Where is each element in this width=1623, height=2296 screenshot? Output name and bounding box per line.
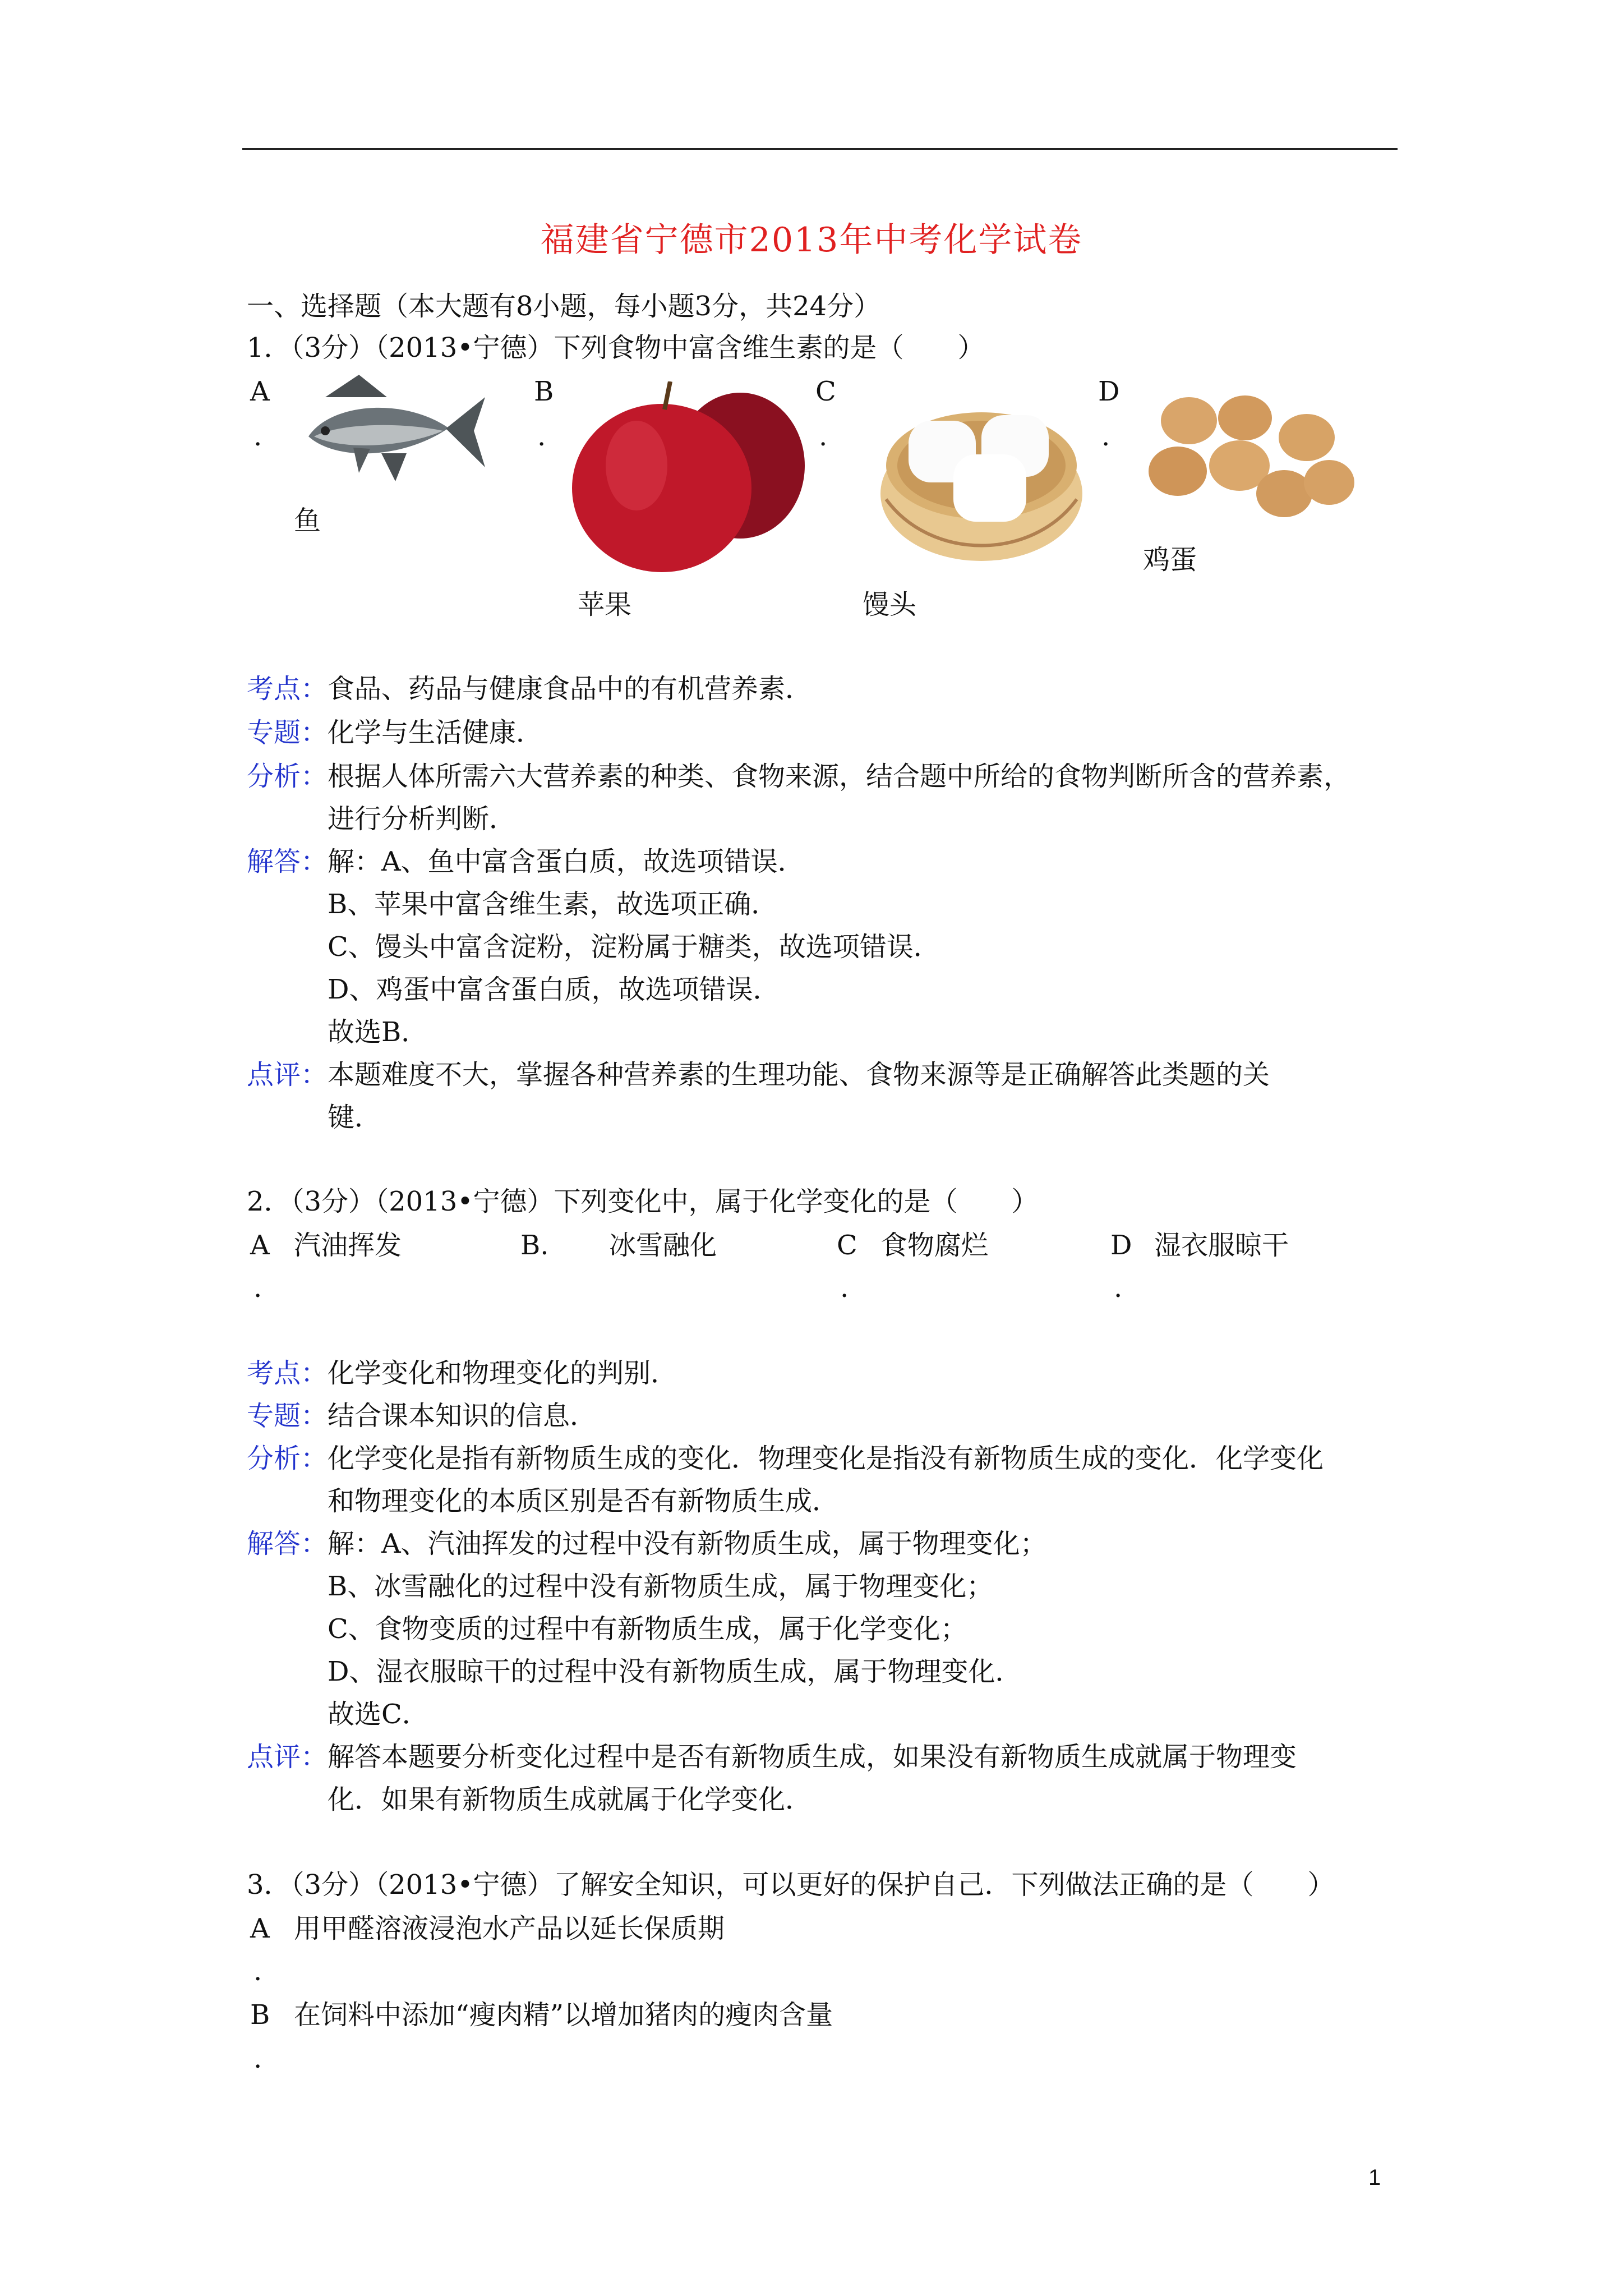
q1-fenxi-label: 分析：: [247, 761, 328, 792]
q3-option-b-letter: B: [250, 1999, 270, 2031]
q2-option-a-text: 汽油挥发: [294, 1230, 402, 1261]
q1-dianping-line1: 本题难度不大，掌握各种营养素的生理功能、食物来源等是正确解答此类题的关: [328, 1059, 1270, 1091]
q1-option-c-letter: C: [815, 376, 836, 407]
q1-fenxi-line2: 进行分析判断．: [328, 803, 517, 835]
q3-option-a-text: 用甲醛溶液浸泡水产品以延长保质期: [294, 1913, 725, 1944]
q2-option-c-letter: C: [837, 1230, 857, 1261]
q2-stem: 2．（3分）（2013•宁德）下列变化中，属于化学变化的是（ ）: [247, 1186, 1039, 1217]
q2-jieda-line: 故选C．: [328, 1699, 429, 1730]
page-number: 1: [1368, 2165, 1381, 2190]
header-rule: [242, 148, 1398, 150]
fish-image: [292, 375, 488, 498]
q2-jieda-label: 解答：: [247, 1528, 328, 1559]
q1-option-b-dot: .: [537, 421, 546, 452]
section-heading: 一、选择题（本大题有8小题，每小题3分，共24分）: [247, 291, 881, 322]
q1-option-a-name: 鱼: [294, 505, 321, 536]
q1-zhuanti-label: 专题：: [247, 717, 328, 748]
q1-option-a-dot: .: [253, 421, 262, 452]
q2-dianping-label: 点评：: [247, 1741, 328, 1773]
q2-zhuanti: 结合课本知识的信息．: [328, 1400, 597, 1432]
q1-jieda-line: 故选B．: [328, 1016, 428, 1048]
q1-option-d-dot: .: [1101, 421, 1110, 452]
q2-option-b-letter: B.: [520, 1230, 549, 1261]
q1-zhuanti: 化学与生活健康．: [328, 717, 543, 748]
q2-kaodian-label: 考点：: [247, 1358, 328, 1389]
q3-option-a-dot: .: [253, 1955, 262, 1987]
q2-jieda-line: C、食物变质的过程中有新物质生成，属于化学变化；: [328, 1613, 967, 1645]
q2-dianping-line2: 化．如果有新物质生成就属于化学变化．: [328, 1784, 813, 1815]
q2-dianping-line1: 解答本题要分析变化过程中是否有新物质生成，如果没有新物质生成就属于物理变: [328, 1741, 1297, 1773]
q3-option-b-text: 在饲料中添加“瘦肉精”以增加猪肉的瘦肉含量: [294, 1999, 833, 2031]
q1-option-a-letter: A: [250, 376, 270, 407]
q2-option-a-dot: .: [253, 1272, 262, 1304]
q2-fenxi-line2: 和物理变化的本质区别是否有新物质生成．: [328, 1485, 840, 1517]
q1-jieda-line: C、馒头中富含淀粉，淀粉属于糖类，故选项错误．: [328, 931, 940, 963]
q2-option-d-text: 湿衣服晾干: [1154, 1230, 1289, 1261]
q1-kaodian-label: 考点：: [247, 673, 328, 705]
q2-option-c-dot: .: [840, 1272, 849, 1304]
q2-zhuanti-label: 专题：: [247, 1400, 328, 1432]
apple-image: [572, 381, 808, 572]
q2-option-b-text: 冰雪融化: [609, 1230, 717, 1261]
q1-dianping-label: 点评：: [247, 1059, 328, 1091]
q1-option-c-dot: .: [819, 421, 828, 452]
page-title: 福建省宁德市2013年中考化学试卷: [540, 220, 1083, 260]
q1-option-d-name: 鸡蛋: [1143, 544, 1197, 576]
q1-jieda-line: D、鸡蛋中富含蛋白质，故选项错误．: [328, 974, 780, 1005]
q3-option-b-dot: .: [253, 2043, 262, 2074]
q2-kaodian: 化学变化和物理变化的判别．: [328, 1358, 678, 1389]
q2-option-d-letter: D: [1110, 1230, 1132, 1261]
q2-fenxi-line1: 化学变化是指有新物质生成的变化．物理变化是指没有新物质生成的变化．化学变化: [328, 1443, 1324, 1474]
q1-kaodian: 食品、药品与健康食品中的有机营养素．: [328, 673, 813, 705]
q2-jieda-line: B、冰雪融化的过程中没有新物质生成，属于物理变化；: [328, 1571, 994, 1602]
q1-dianping-line2: 键．: [328, 1102, 382, 1133]
q1-jieda-line: 解：A、鱼中富含蛋白质，故选项错误．: [328, 846, 805, 877]
q3-option-a-letter: A: [250, 1913, 270, 1944]
q3-stem: 3．（3分）（2013•宁德）了解安全知识，可以更好的保护自己．下列做法正确的是（ ）: [247, 1869, 1335, 1901]
q2-jieda-line: D、湿衣服晾干的过程中没有新物质生成，属于物理变化．: [328, 1656, 1022, 1687]
steamed-bun-image: [875, 381, 1088, 572]
q1-option-c-name: 馒头: [863, 589, 917, 620]
q2-jieda-line: 解：A、汽油挥发的过程中没有新物质生成，属于物理变化；: [328, 1528, 1047, 1559]
q2-option-d-dot: .: [1114, 1272, 1123, 1304]
q1-stem: 1．（3分）（2013•宁德）下列食物中富含维生素的是（ ）: [247, 332, 985, 364]
q2-fenxi-label: 分析：: [247, 1443, 328, 1474]
eggs-image: [1144, 387, 1357, 522]
q1-jieda-label: 解答：: [247, 846, 328, 877]
q1-jieda-line: B、苹果中富含维生素，故选项正确．: [328, 889, 778, 920]
q1-option-b-letter: B: [534, 376, 554, 407]
q1-fenxi-line1: 根据人体所需六大营养素的种类、食物来源，结合题中所给的食物判断所含的营养素，: [328, 761, 1351, 792]
q2-option-a-letter: A: [250, 1230, 270, 1261]
q1-option-b-name: 苹果: [578, 589, 632, 620]
q2-option-c-text: 食物腐烂: [880, 1230, 989, 1261]
q1-option-d-letter: D: [1098, 376, 1120, 407]
